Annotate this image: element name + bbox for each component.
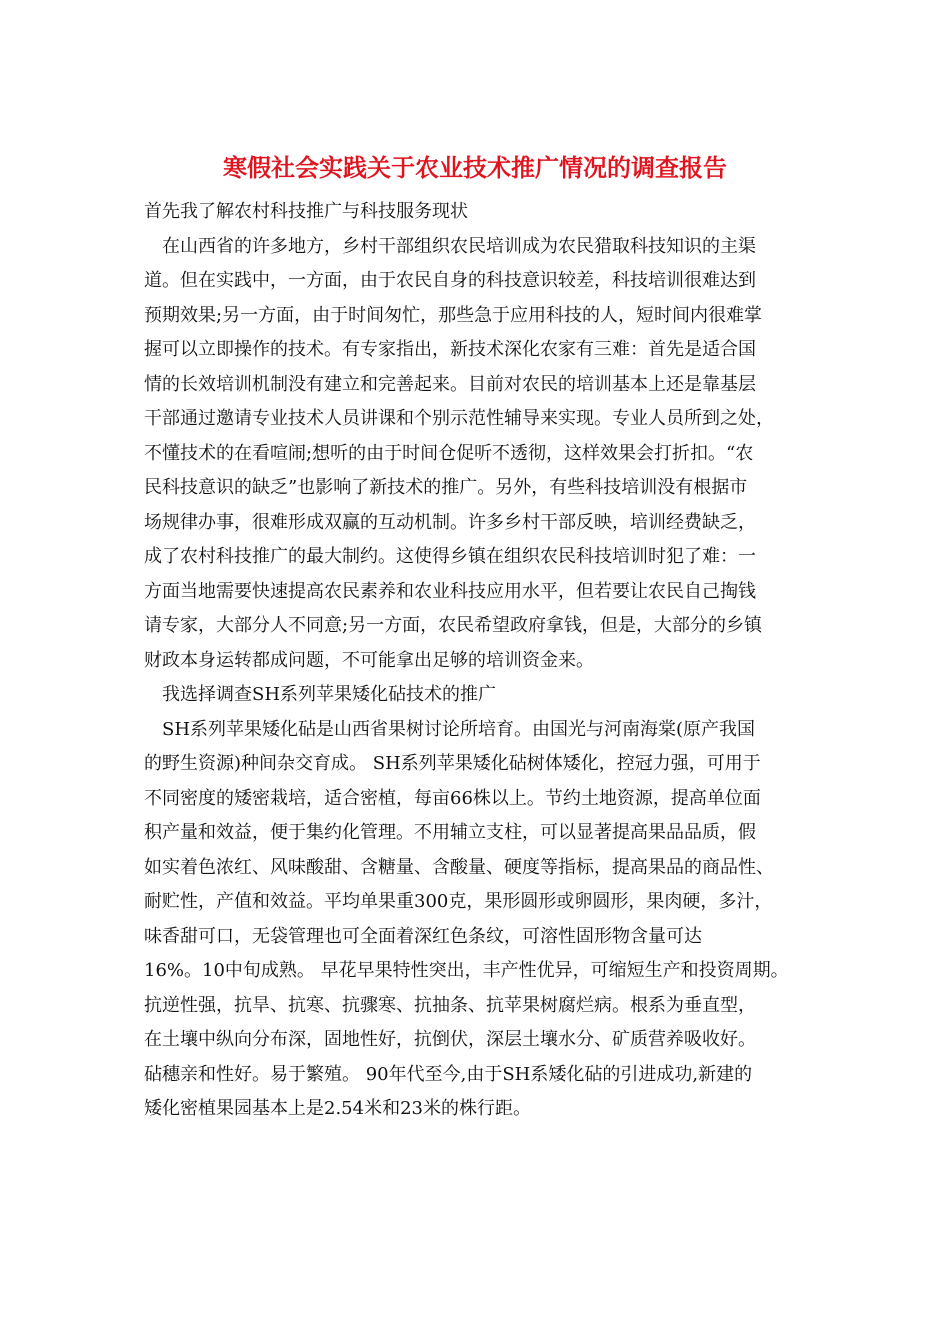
text-line: 方面当地需要快速提高农民素养和农业科技应用水平，但若要让农民自己掏钱: [144, 580, 756, 602]
text-line: 场规律办事，很难形成双赢的互动机制。许多乡村干部反映，培训经费缺乏，: [144, 511, 756, 533]
text-line: 抗逆性强，抗旱、抗寒、抗骤寒、抗抽条、抗苹果树腐烂病。根系为垂直型，: [144, 994, 756, 1016]
text-line: 味香甜可口，无袋管理也可全面着深红色条纹，可溶性固形物含量可达: [144, 925, 702, 947]
document-title: 寒假社会实践关于农业技术推广情况的调查报告: [223, 153, 727, 182]
text-line: 成了农村科技推广的最大制约。这使得乡镇在组织农民科技培训时犯了难：一: [144, 546, 756, 567]
text-line: 我选择调查SH系列苹果矮化砧技术的推广: [144, 684, 497, 705]
text-line: 预期效果;另一方面，由于时间匆忙，那些急于应用科技的人，短时间内很难掌: [144, 304, 763, 326]
text-line: 在山西省的许多地方，乡村干部组织农民培训成为农民猎取科技知识的主渠: [144, 235, 756, 257]
text-line: 在土壤中纵向分布深，固地性好，抗倒伏，深层土壤水分、矿质营养吸收好。: [144, 1029, 756, 1050]
text-line: 财政本身运转都成问题，不可能拿出足够的培训资金来。: [144, 649, 594, 671]
text-line: 首先我了解农村科技推广与科技服务现状: [144, 201, 468, 222]
text-line: 的野生资源)种间杂交育成。 SH系列苹果矮化砧树体矮化，控冠力强，可用于: [144, 753, 761, 774]
text-line: 不同密度的矮密栽培，适合密植，每亩66株以上。节约土地资源，提高单位面: [144, 787, 761, 809]
text-line: 干部通过邀请专业技术人员讲课和个别示范性辅导来实现。专业人员所到之处，: [144, 408, 774, 429]
document-body: [144, 195, 816, 1127]
text-line: 矮化密植果园基本上是2.54米和23米的株行距。: [144, 1098, 531, 1119]
text-line: 耐贮性，产值和效益。平均单果重300克，果形圆形或卵圆形，果肉硬，多汁，: [144, 891, 773, 912]
text-line: 不懂技术的在看喧闹;想听的由于时间仓促听不透彻，这样效果会打折扣。“农: [144, 442, 754, 464]
text-line: 积产量和效益，便于集约化管理。不用辅立支柱，可以显著提高果品品质，假: [144, 822, 756, 843]
text-line: 握可以立即操作的技术。有专家指出，新技术深化农家有三难：首先是适合国: [144, 339, 756, 360]
text-line: 情的长效培训机制没有建立和完善起来。目前对农民的培训基本上还是靠基层: [144, 373, 756, 395]
text-line: 道。但在实践中，一方面，由于农民自身的科技意识较差，科技培训很难达到: [144, 270, 756, 291]
text-line: SH系列苹果矮化砧是山西省果树讨论所培育。由国光与河南海棠(原产我国: [144, 718, 756, 740]
text-line: 请专家，大部分人不同意;另一方面，农民希望政府拿钱，但是，大部分的乡镇: [144, 615, 763, 636]
text-line: 16%。10中旬成熟。 早花早果特性突出，丰产性优异，可缩短生产和投资周期。: [144, 960, 789, 981]
text-line: 民科技意识的缺乏”也影响了新技术的推广。另外，有些科技培训没有根据市: [144, 477, 748, 498]
text-line: 砧穗亲和性好。易于繁殖。 90年代至今,由于SH系矮化砧的引进成功,新建的: [144, 1063, 753, 1085]
text-line: 如实着色浓红、风味酸甜、含糖量、含酸量、硬度等指标，提高果品的商品性、: [144, 856, 774, 878]
